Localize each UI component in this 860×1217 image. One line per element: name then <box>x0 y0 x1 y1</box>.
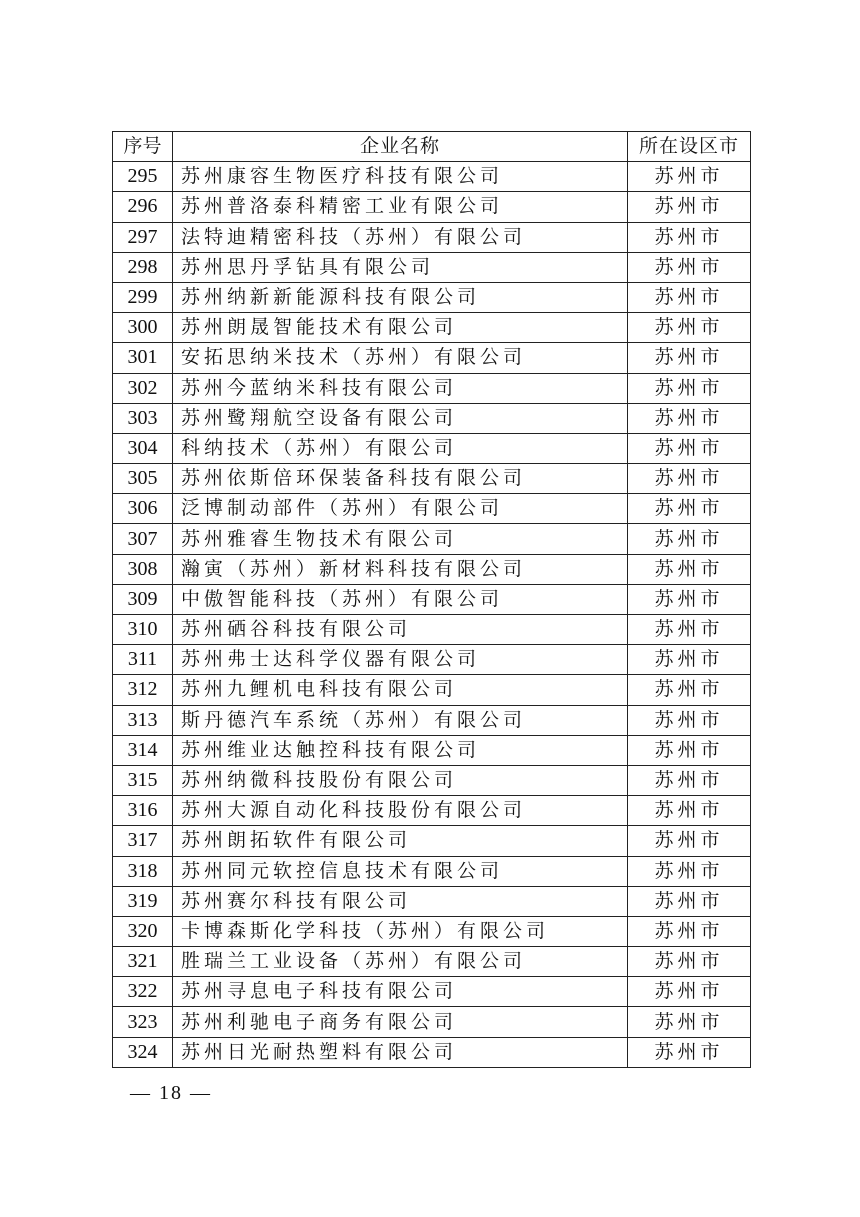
cell-enterprise-name: 泛博制动部件（苏州）有限公司 <box>173 494 628 524</box>
cell-city: 苏州市 <box>628 252 751 282</box>
cell-serial-number: 307 <box>113 524 173 554</box>
cell-serial-number: 295 <box>113 162 173 192</box>
table-row <box>113 796 751 826</box>
cell-enterprise-name: 苏州鹭翔航空设备有限公司 <box>173 403 628 433</box>
cell-enterprise-name: 法特迪精密科技（苏州）有限公司 <box>173 222 628 252</box>
cell-enterprise-name: 安拓思纳米技术（苏州）有限公司 <box>173 343 628 373</box>
cell-serial-number: 319 <box>113 886 173 916</box>
cell-serial-number: 315 <box>113 765 173 795</box>
cell-serial-number: 318 <box>113 856 173 886</box>
table-row <box>113 433 751 463</box>
table-row <box>113 856 751 886</box>
cell-city: 苏州市 <box>628 645 751 675</box>
cell-city: 苏州市 <box>628 433 751 463</box>
table-row <box>113 343 751 373</box>
cell-enterprise-name: 苏州康容生物医疗科技有限公司 <box>173 162 628 192</box>
cell-city: 苏州市 <box>628 947 751 977</box>
cell-enterprise-name: 苏州同元软控信息技术有限公司 <box>173 856 628 886</box>
cell-enterprise-name: 斯丹德汽车系统（苏州）有限公司 <box>173 705 628 735</box>
cell-serial-number: 305 <box>113 464 173 494</box>
table-row <box>113 313 751 343</box>
cell-serial-number: 296 <box>113 192 173 222</box>
table-row <box>113 282 751 312</box>
table-row <box>113 584 751 614</box>
cell-city: 苏州市 <box>628 554 751 584</box>
cell-serial-number: 320 <box>113 916 173 946</box>
table-row <box>113 494 751 524</box>
cell-city: 苏州市 <box>628 705 751 735</box>
table-row <box>113 705 751 735</box>
cell-enterprise-name: 苏州九鲤机电科技有限公司 <box>173 675 628 705</box>
cell-serial-number: 299 <box>113 282 173 312</box>
cell-serial-number: 310 <box>113 615 173 645</box>
cell-enterprise-name: 苏州寻息电子科技有限公司 <box>173 977 628 1007</box>
cell-city: 苏州市 <box>628 464 751 494</box>
cell-city: 苏州市 <box>628 222 751 252</box>
cell-serial-number: 321 <box>113 947 173 977</box>
page-number: — 18 — <box>130 1082 212 1104</box>
table-row <box>113 554 751 584</box>
table-row <box>113 645 751 675</box>
cell-enterprise-name: 苏州日光耐热塑料有限公司 <box>173 1037 628 1067</box>
cell-city: 苏州市 <box>628 856 751 886</box>
cell-enterprise-name: 苏州朗晟智能技术有限公司 <box>173 313 628 343</box>
cell-serial-number: 302 <box>113 373 173 403</box>
cell-serial-number: 304 <box>113 433 173 463</box>
cell-serial-number: 323 <box>113 1007 173 1037</box>
table-row <box>113 615 751 645</box>
cell-enterprise-name: 苏州硒谷科技有限公司 <box>173 615 628 645</box>
cell-enterprise-name: 中傲智能科技（苏州）有限公司 <box>173 584 628 614</box>
cell-enterprise-name: 苏州思丹孚钻具有限公司 <box>173 252 628 282</box>
cell-city: 苏州市 <box>628 192 751 222</box>
table-row <box>113 162 751 192</box>
table-row <box>113 947 751 977</box>
cell-serial-number: 317 <box>113 826 173 856</box>
cell-serial-number: 312 <box>113 675 173 705</box>
cell-city: 苏州市 <box>628 162 751 192</box>
table-row <box>113 252 751 282</box>
cell-serial-number: 301 <box>113 343 173 373</box>
cell-city: 苏州市 <box>628 977 751 1007</box>
table-row <box>113 765 751 795</box>
table-row <box>113 826 751 856</box>
cell-serial-number: 322 <box>113 977 173 1007</box>
table-row <box>113 192 751 222</box>
table-row <box>113 886 751 916</box>
cell-serial-number: 324 <box>113 1037 173 1067</box>
cell-serial-number: 316 <box>113 796 173 826</box>
table-row <box>113 977 751 1007</box>
cell-city: 苏州市 <box>628 282 751 312</box>
cell-serial-number: 306 <box>113 494 173 524</box>
cell-city: 苏州市 <box>628 826 751 856</box>
cell-city: 苏州市 <box>628 343 751 373</box>
cell-enterprise-name: 科纳技术（苏州）有限公司 <box>173 433 628 463</box>
cell-serial-number: 298 <box>113 252 173 282</box>
table-header-row <box>113 132 751 162</box>
cell-city: 苏州市 <box>628 615 751 645</box>
table-row <box>113 735 751 765</box>
cell-city: 苏州市 <box>628 916 751 946</box>
cell-enterprise-name: 苏州纳微科技股份有限公司 <box>173 765 628 795</box>
cell-enterprise-name: 苏州依斯倍环保装备科技有限公司 <box>173 464 628 494</box>
cell-enterprise-name: 苏州今蓝纳米科技有限公司 <box>173 373 628 403</box>
cell-enterprise-name: 苏州利驰电子商务有限公司 <box>173 1007 628 1037</box>
cell-city: 苏州市 <box>628 524 751 554</box>
cell-enterprise-name: 苏州弗士达科学仪器有限公司 <box>173 645 628 675</box>
table-row <box>113 464 751 494</box>
cell-serial-number: 303 <box>113 403 173 433</box>
cell-enterprise-name: 苏州大源自动化科技股份有限公司 <box>173 796 628 826</box>
cell-city: 苏州市 <box>628 675 751 705</box>
cell-enterprise-name: 瀚寅（苏州）新材料科技有限公司 <box>173 554 628 584</box>
cell-serial-number: 297 <box>113 222 173 252</box>
cell-city: 苏州市 <box>628 886 751 916</box>
cell-city: 苏州市 <box>628 403 751 433</box>
cell-enterprise-name: 苏州赛尔科技有限公司 <box>173 886 628 916</box>
cell-city: 苏州市 <box>628 1037 751 1067</box>
table-row <box>113 916 751 946</box>
cell-city: 苏州市 <box>628 373 751 403</box>
header-city: 所在设区市 <box>628 132 751 162</box>
cell-enterprise-name: 苏州雅睿生物技术有限公司 <box>173 524 628 554</box>
table-row <box>113 222 751 252</box>
cell-serial-number: 314 <box>113 735 173 765</box>
cell-serial-number: 313 <box>113 705 173 735</box>
cell-enterprise-name: 卡博森斯化学科技（苏州）有限公司 <box>173 916 628 946</box>
cell-serial-number: 308 <box>113 554 173 584</box>
cell-enterprise-name: 苏州维业达触控科技有限公司 <box>173 735 628 765</box>
cell-city: 苏州市 <box>628 494 751 524</box>
cell-enterprise-name: 苏州纳新新能源科技有限公司 <box>173 282 628 312</box>
cell-city: 苏州市 <box>628 584 751 614</box>
cell-city: 苏州市 <box>628 313 751 343</box>
cell-city: 苏州市 <box>628 796 751 826</box>
table-body <box>113 162 751 1068</box>
table-row <box>113 1037 751 1067</box>
table-row <box>113 675 751 705</box>
cell-serial-number: 300 <box>113 313 173 343</box>
table-row <box>113 403 751 433</box>
table-row <box>113 373 751 403</box>
cell-enterprise-name: 苏州朗拓软件有限公司 <box>173 826 628 856</box>
table-row <box>113 1007 751 1037</box>
cell-city: 苏州市 <box>628 735 751 765</box>
header-serial-number: 序号 <box>113 132 173 162</box>
cell-enterprise-name: 胜瑞兰工业设备（苏州）有限公司 <box>173 947 628 977</box>
header-enterprise-name: 企业名称 <box>173 132 628 162</box>
table-row <box>113 524 751 554</box>
cell-serial-number: 311 <box>113 645 173 675</box>
cell-city: 苏州市 <box>628 1007 751 1037</box>
enterprise-table <box>112 131 751 1068</box>
cell-city: 苏州市 <box>628 765 751 795</box>
cell-serial-number: 309 <box>113 584 173 614</box>
cell-enterprise-name: 苏州普洛泰科精密工业有限公司 <box>173 192 628 222</box>
